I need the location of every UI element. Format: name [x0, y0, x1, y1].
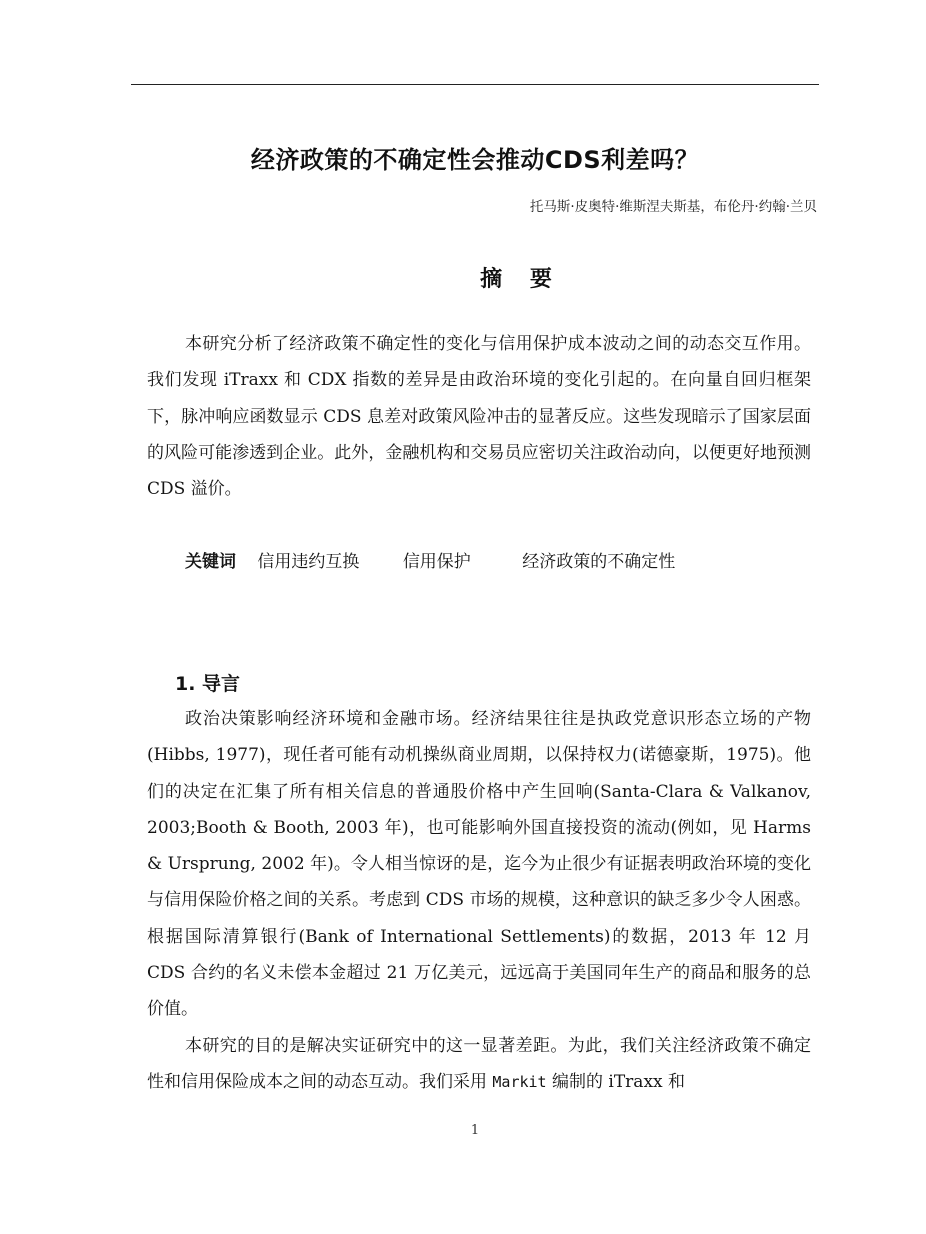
paragraph-code-text: Markit — [492, 1073, 547, 1092]
author-list: 托马斯·皮奥特·维斯涅夫斯基，布伦丹·约翰·兰贝 — [529, 199, 817, 215]
keyword-item: 经济政策的不确定性 — [522, 552, 676, 572]
abstract-heading: 摘 要 — [480, 267, 562, 292]
introduction-paragraph-2 — [147, 1028, 811, 1101]
paper-title: 经济政策的不确定性会推动CDS利差吗？ — [250, 146, 700, 174]
paragraph-text: 编制的 iTraxx 和 — [546, 1072, 686, 1093]
keywords-label: 关键词 — [185, 552, 236, 572]
keyword-item: 信用违约互换 — [257, 552, 360, 572]
paragraph-text: 本研究的目的是解决实证研究中的这一显著差距。为此，我们关注经济政策不确定性和信用保险成本之间的动态互动。我们采用 — [147, 1036, 811, 1093]
section-heading-introduction: 1. 导言 — [175, 673, 241, 695]
header-rule — [131, 84, 819, 85]
introduction-paragraph-1: 政治决策影响经济环境和金融市场。经济结果往往是执政党意识形态立场的产物(Hibbs, 1977)，现任者可能有动机操纵商业周期，以保持权力(诺德豪斯，1975)。他们的决定在汇集了所有相关信息的普通股价格中产生回响(Santa-Clara & Valkanov, 2003;Booth & Booth, 2003 年)，也可能影响外国直接投资的流动(例如，见 Harms & Ursprung, 2002 年)。令人相当惊讶的是，迄今为止很少有证据表明政治环境的变化与信用保险价格之间的关系。考虑到 CDS 市场的规模，这种意识的缺乏多少令人困惑。根据国际清算银行(Bank of International Settlements)的数据，2013 年 12 月 CDS 合约的名义未偿本金超过 21 万亿美元，远远高于美国同年生产的商品和服务的总价值。 — [147, 709, 811, 1020]
page-number: 1 — [470, 1123, 480, 1138]
keyword-item: 信用保护 — [402, 552, 471, 572]
abstract-body: 本研究分析了经济政策不确定性的变化与信用保护成本波动之间的动态交互作用。我们发现 iTraxx 和 CDX 指数的差异是由政治环境的变化引起的。在向量自回归框架下，脉冲响应函数显示 CDS 息差对政策风险冲击的显著反应。这些发现暗示了国家层面的风险可能渗透到企业。此外，金融机构和交易员应密切关注政治动向，以便更好地预测 CDS 溢价。 — [147, 334, 811, 500]
keywords-line — [185, 546, 675, 578]
